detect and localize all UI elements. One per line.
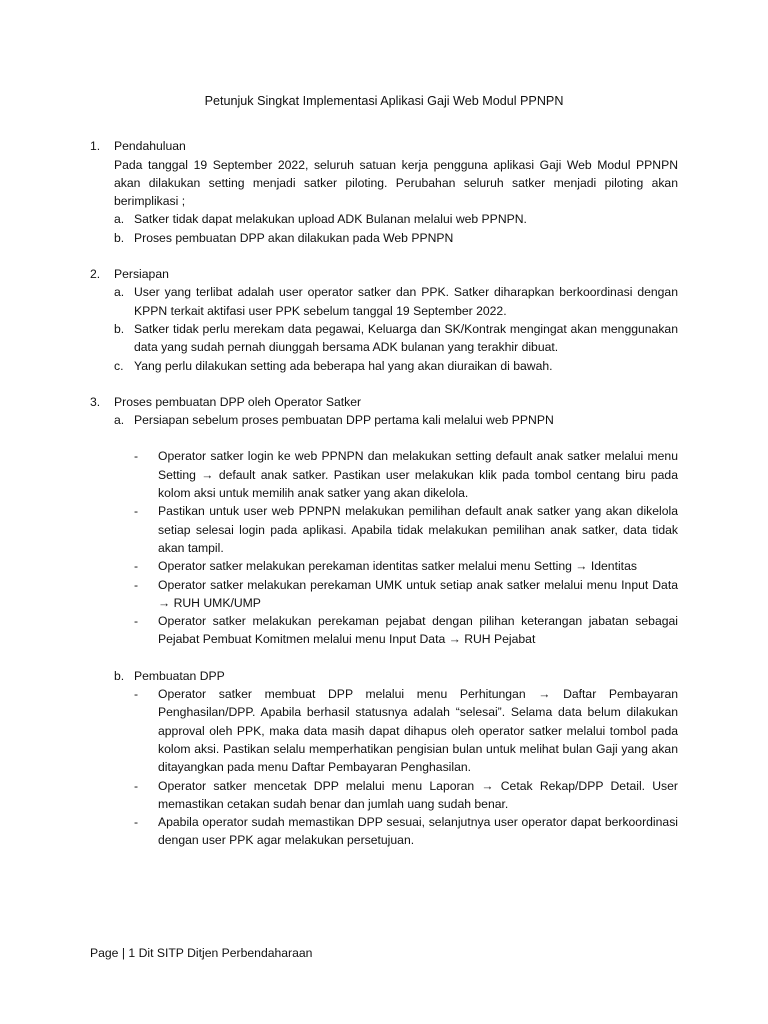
- list-item: [134, 813, 678, 850]
- list-text: Operator satker login ke web PPNPN dan melakukan setting default anak satker melalui menu Setting → default anak satker. Pastikan user melakukan klik pada tombol centang biru pada kolom aksi untuk memilih anak satker yang akan dikelola.: [158, 449, 678, 501]
- section-paragraph: Pada tanggal 19 September 2022, seluruh satuan kerja pengguna aplikasi Gaji Web Modul PPNPN akan dilakukan setting menjadi satker piloting. Perubahan seluruh satker menjadi piloting akan berimplikasi ;: [114, 157, 678, 209]
- dash-list-pembuatan: [134, 685, 678, 850]
- list-letter: a.: [114, 212, 125, 227]
- section-number: 1.: [90, 139, 101, 154]
- list-item: [134, 576, 678, 613]
- subsection-heading: Persiapan sebelum proses pembuatan DPP pertama kali melalui web PPNPN: [134, 413, 554, 428]
- list-text: Operator satker melakukan perekaman identitas satker melalui menu Setting → Identitas: [158, 559, 637, 574]
- dash-bullet: -: [134, 815, 139, 830]
- list-item: [114, 283, 678, 320]
- list-item: [134, 685, 678, 776]
- list-letter: c.: [114, 358, 124, 373]
- list-text: Satker tidak dapat melakukan upload ADK Bulanan melalui web PPNPN.: [134, 212, 527, 227]
- list-item: [114, 210, 678, 228]
- section-heading: Pendahuluan: [114, 139, 186, 154]
- list-letter: b.: [114, 321, 125, 336]
- list-item: [134, 447, 678, 502]
- list-item: [114, 320, 678, 357]
- document-content: [90, 92, 678, 868]
- list-text: Pastikan untuk user web PPNPN melakukan pemilihan default anak satker yang akan dikelola setiap selesai login pada aplikasi. Apabila tidak melakukan pemilihan anak satker, data tidak akan tampil.: [158, 504, 678, 555]
- section-heading: Proses pembuatan DPP oleh Operator Satker: [114, 394, 362, 409]
- subsection-heading: Pembuatan DPP: [134, 668, 225, 683]
- section-number: 3.: [90, 394, 101, 409]
- list-text: Proses pembuatan DPP akan dilakukan pada Web PPNPN: [134, 230, 454, 245]
- list-letter: b.: [114, 230, 125, 245]
- list-letter: a.: [114, 413, 125, 428]
- dash-bullet: -: [134, 449, 139, 464]
- list-item: [134, 612, 678, 649]
- dash-bullet: -: [134, 504, 139, 519]
- list-text: Apabila operator sudah memastikan DPP sesuai, selanjutnya user operator dapat berkoordinasi dengan user PPK agar melakukan persetujuan.: [158, 815, 678, 848]
- section-persiapan: [90, 265, 678, 375]
- subsection-pembuatan-dpp: [114, 667, 678, 685]
- list-item: [134, 502, 678, 557]
- list-letter: a.: [114, 285, 125, 300]
- list-item: [114, 229, 678, 247]
- dash-bullet: -: [134, 614, 139, 629]
- list-text: Yang perlu dilakukan setting ada beberapa hal yang akan diuraikan di bawah.: [134, 358, 553, 373]
- section-heading: Persiapan: [114, 267, 169, 282]
- list-text: Satker tidak perlu merekam data pegawai, Keluarga dan SK/Kontrak mengingat akan menggunakan data yang sudah pernah diunggah bersama ADK bulanan yang terakhir dibuat.: [134, 321, 678, 355]
- list-text: Operator satker membuat DPP melalui menu Perhitungan → Daftar Pembayaran Penghasilan/DPP. Apabila berhasil statusnya adalah “selesai”. Selama data belum dilakukan approval oleh PPK, maka data masih dapat dihapus oleh operator satker melalui tombol pada kolom aksi. Pastikan selalu memperhatikan pengisian bulan untuk melihat bulan Gaji yang akan ditayangkan pada menu Daftar Pembayaran Penghasilan.: [158, 687, 678, 775]
- page-footer: Page | 1 Dit SITP Ditjen Perbendaharaan: [90, 946, 313, 960]
- list-item: [114, 357, 678, 375]
- list-text: Operator satker melakukan perekaman pejabat dengan pilihan keterangan jabatan sebagai Pejabat Pembuat Komitmen melalui menu Input Data → RUH Pejabat: [158, 614, 678, 647]
- section-number: 2.: [90, 267, 101, 282]
- list-item: [134, 557, 678, 575]
- dash-bullet: -: [134, 687, 139, 702]
- dash-list-persiapan: [134, 447, 678, 648]
- list-letter: b.: [114, 668, 125, 683]
- section-proses-dpp: [90, 393, 678, 850]
- subsection-persiapan-dpp: [114, 411, 678, 429]
- dash-bullet: -: [134, 577, 139, 592]
- list-text: User yang terlibat adalah user operator satker dan PPK. Satker diharapkan berkoordinasi dengan KPPN terkait aktifasi user PPK sebelum tanggal 19 September 2022.: [134, 285, 678, 318]
- list-item: [134, 777, 678, 814]
- dash-bullet: -: [134, 778, 139, 793]
- list-text: Operator satker melakukan perekaman UMK untuk setiap anak satker melalui menu Input Data → RUH UMK/UMP: [158, 577, 678, 610]
- dash-bullet: -: [134, 559, 139, 574]
- list-text: Operator satker mencetak DPP melalui menu Laporan → Cetak Rekap/DPP Detail. User memastikan cetakan sudah benar dan jumlah uang sudah benar.: [158, 778, 678, 811]
- document-title: Petunjuk Singkat Implementasi Aplikasi Gaji Web Modul PPNPN: [204, 94, 564, 108]
- section-pendahuluan: [90, 137, 678, 247]
